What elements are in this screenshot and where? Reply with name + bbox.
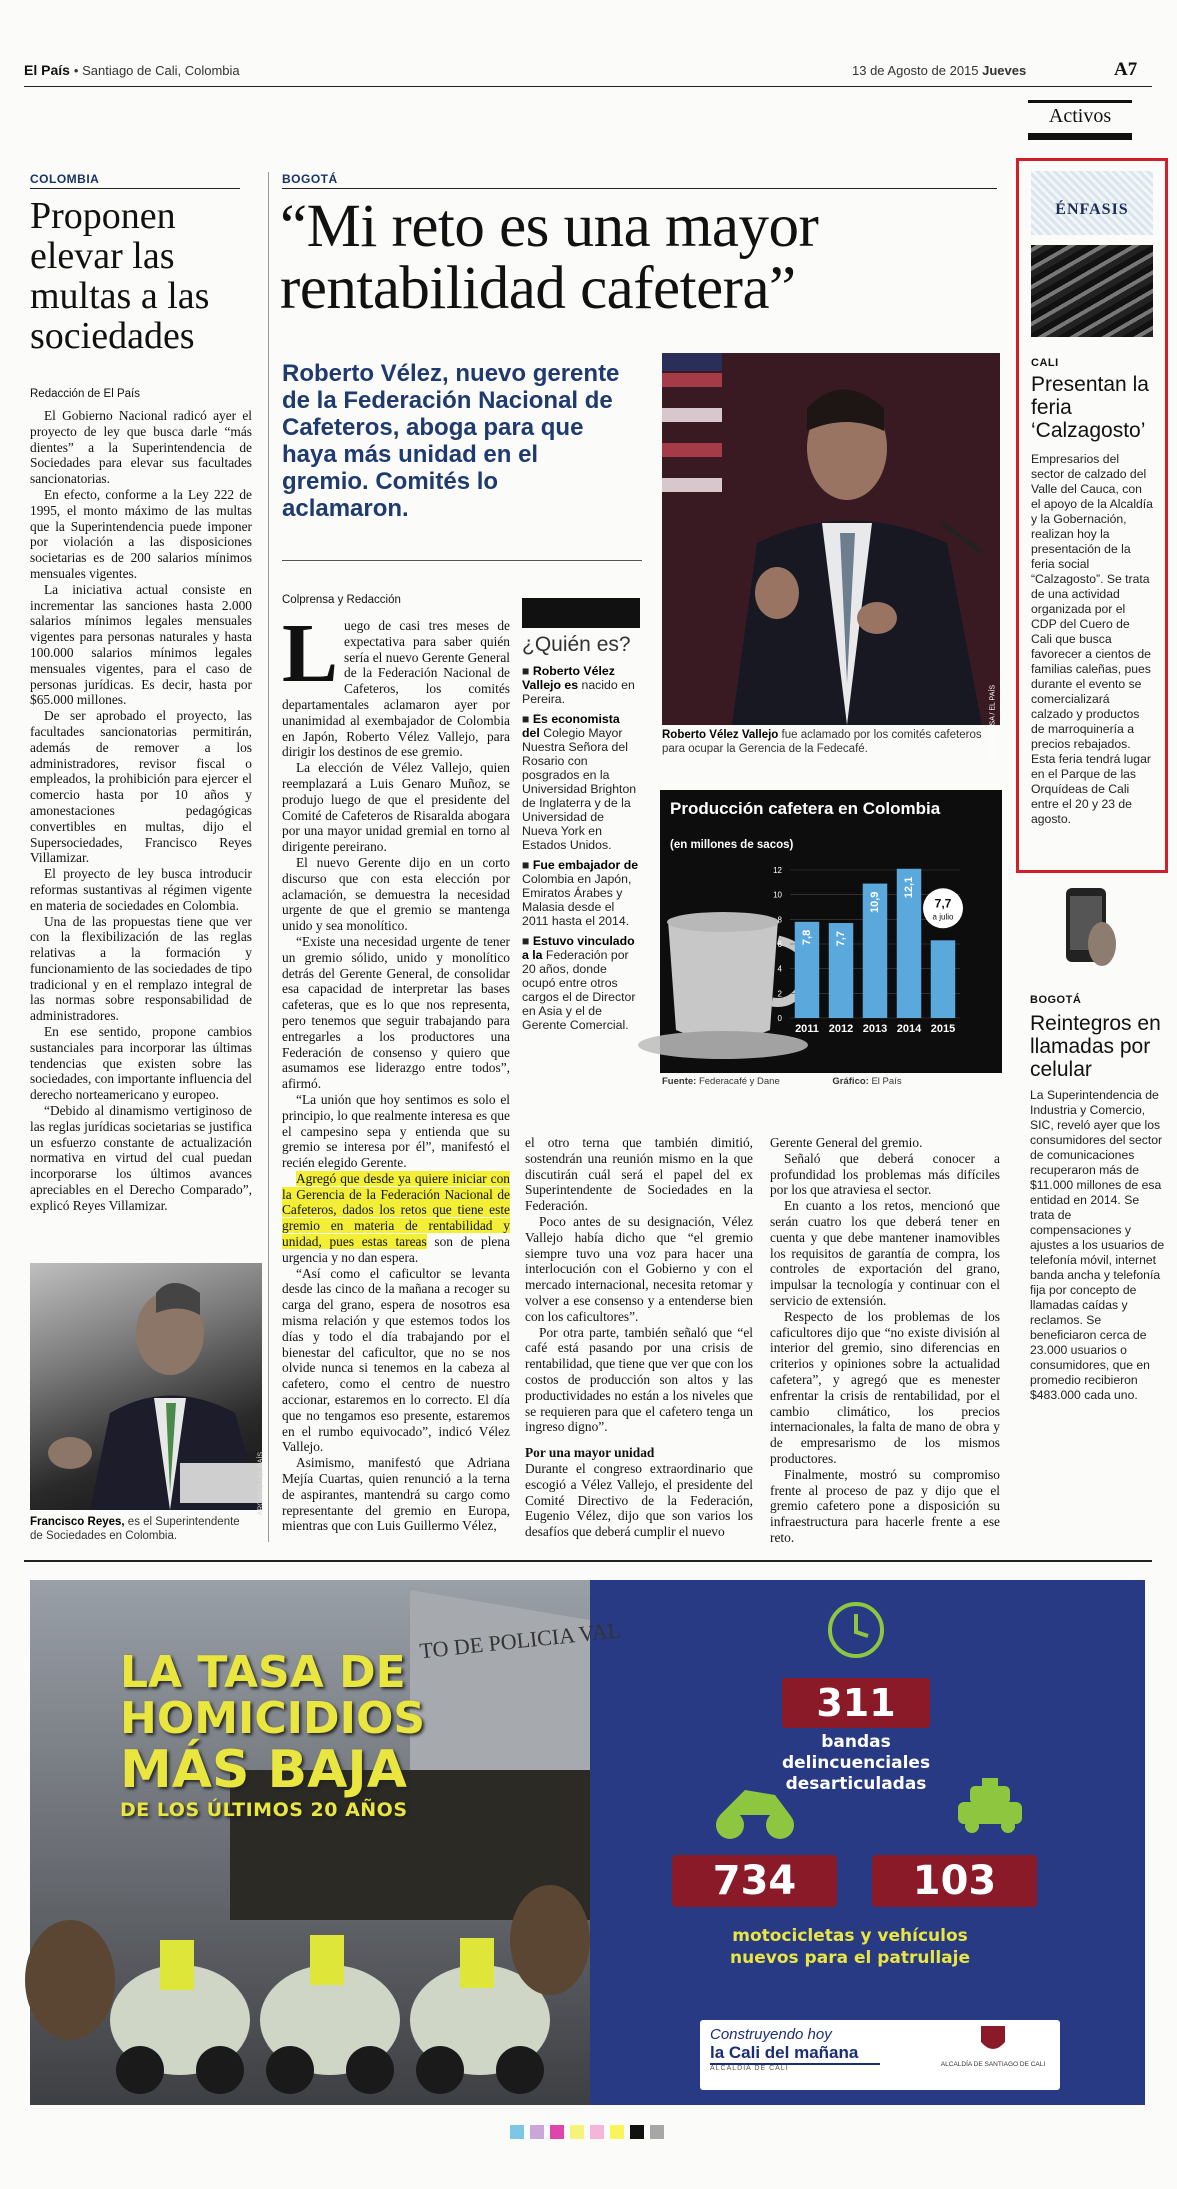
color-swatch [650,2125,664,2139]
chart-svg [660,790,1002,1073]
paper-name: El País [24,62,70,78]
left-paragraph: La iniciativa actual consiste en incrementar las sanciones hasta 2.000 salarios mínimos legales mensuales vigentes para personas naturales y hasta 100.000 salarios mínimos legales mensuales vigentes, para el caso de personas jurídicas. Es decir, hasta por $65.000 millones. [30,581,252,708]
chart-x-tick: 2011 [795,1023,819,1035]
left-paragraph: En efecto, conforme a la Ley 222 de 1995, el monto máximo de las multas que la Superintendencia puede imponer por violación a las disposiciones societarias es de 200 salarios mínimos mensuales vigentes. [30,486,252,581]
police-car-icon [958,1778,1022,1833]
ad-divider [24,1560,1152,1562]
enfasis-header [1031,171,1153,235]
seal-text: ALCALDÍA DE SANTIAGO DE CALI [940,2061,1046,2068]
main-paragraph: La elección de Vélez Vallejo, quien reemplazará a Luis Genaro Muñoz, se produjo luego de que el presidente del Comité de Cafeteros de Risaralda abogara por una mayor unidad gremial en torno al dirigente pereirano. [282,760,510,855]
side-paragraph: La Superintendencia de Industria y Comercio, SIC, reveló ayer que los consumidores del sector de comunicaciones recuperaron más de $11.000 millones de esa entidad en 2014. Se trata de compensaciones y ajustes a los usuarios de telefonía móvil, internet banda ancha y telefonía fija por concepto de llamadas caídas y reclamos. Se beneficiaron cerca de 23.000 usuarios o consumidores, que en promedio recibieron $483.000 cada uno. [1030,1088,1165,1402]
main-byline: Colprensa y Redacción [282,594,401,606]
main-paragraph: “Así como el caficultor se levanta desde las cinco de la mañana a recoger su carga del grano, espera de nosotros esa misma relación y que estemos todos los días y todo el día trabajando por el bienestar del caficultor, que no se nos olvide nunca si tenemos en la cabeza al cafetero, como el centro de nuestro accionar, estaremos en lo correcto. El día que no tengamos eso presente, estaremos en el rumbo equivocado”, indicó Vélez Vallejo. [282,1265,510,1455]
quien-es-item: ■ Es economista del Colegio Mayor Nuestra Señora del Rosario con posgrados en la Universidad Brighton de Inglaterra y de la Universidad de Nueva York en Estados Unidos. [522,712,637,852]
main-paragraph: Durante el congreso extraordinario que escogió a Vélez Vallejo, el presidente del Comité Directivo de la Federación, Eugenio Vélez, dijo que son varios los desafíos que deberá cumplir el nuevo [525,1460,753,1540]
color-swatch [550,2125,564,2139]
color-swatch [570,2125,584,2139]
subhead-rule [282,560,642,561]
quien-es-item: ■ Fue embajador de Colombia en Japón, Emiratos Árabes y Malasia desde el 2011 hasta el 2014. [522,858,639,928]
chart-callout-value: 7,7 [934,896,952,911]
location-line: • Santiago de Cali, Colombia [73,63,240,78]
stat-103: 103 [872,1855,1037,1907]
brand-line-1: Construyendo hoy [710,2026,832,2043]
main-column-3 [770,1135,1000,1546]
coffee-production-chart [660,790,1002,1073]
ad-building-text: TO DE POLICIA VAL [418,1617,623,1664]
header-divider [24,86,1152,87]
side-body [1030,1088,1165,1403]
chart-x-tick: 2014 [896,1023,922,1035]
chart-y-tick: 6 [777,940,782,949]
city-seal [938,2024,1048,2068]
stat-734: 734 [672,1855,837,1907]
main-photo-caption [662,728,1000,756]
issue-date: 13 de Agosto de 2015 [852,63,979,78]
highlighted-quote: Agregó que desde ya quiere iniciar con la Gerencia de la Federación Nacional de Cafeteros, dados los retos que tiene este gremio en materia de rentabilidad y unidad, pues estas tareas [282,1170,510,1250]
main-photo-credit: COLPRENSA / EL PAÍS [989,685,996,760]
motorcycle-icon [716,1790,794,1839]
ad-headline-line1: LA TASA DE [120,1647,406,1698]
phone-icon [1060,884,1120,972]
main-paragraph: uego de casi tres meses de expectativa para saber quién sería el nuevo Gerente General de la Federación Nacional de Cafeteros, los comités departamentales aclamaron ayer por unanimidad al exembajador de Colombia en Japón, Roberto Vélez Vallejo, para dirigir los destinos de ese gremio. [282,618,510,760]
left-article-body [30,408,252,1214]
main-paragraph: El nuevo Gerente dijo en un corto discurso que con esta elección por aclamación, se demuestra la necesidad urgente de que el gremio se mantenga unido y sea monolítico. [282,854,510,934]
chart-y-tick: 4 [777,964,782,974]
speaker-photo [662,353,1000,725]
left-headline: Proponen elevar las multas a las sociedades [30,195,210,357]
chart-plot [773,866,963,1035]
chart-y-tick: 2 [777,989,782,999]
left-section-tag: COLOMBIA [30,172,100,186]
enfasis-body [1031,452,1153,827]
main-paragraph: Respecto de los problemas de los caficultores dijo que “no existe división al interior del gremio, sino diferencias en criterios y opiniones sobre la actualidad cafetera”, y agregó que es menester enfrentar la crisis de rentabilidad, por el cambio climático, los precios internacionales, la falta de mano de obra y de empresarismo de los mismos productores. [770,1308,1000,1466]
brand-small: ALCALDÍA DE CALI [710,2065,789,2072]
quien-es-list [522,664,640,1032]
chart-data-label: 7,7 [834,931,847,947]
main-caption-name: Roberto Vélez Vallejo [662,729,779,741]
left-photo-caption [30,1515,255,1543]
main-caption-text: fue aclamado por los comités cafeteros para ocupar la Gerencia de la Fedecafé. [662,729,982,755]
chart-bar [931,940,955,1018]
portrait-silhouette [30,1263,262,1510]
drop-cap: L [282,607,339,700]
main-paragraph: el otro terna que también dimitió, sostendrán una reunión mismo en la que discutirán cuál será el papel del ex Superintendente de Sociedades en la Federación. [525,1135,753,1214]
quien-es-title: ¿Quién es? [522,633,631,656]
chart-y-tick: 12 [773,866,782,875]
main-paragraph: “La unión que hoy sentimos es solo el principio, lo que realmente interesa es que el campesino sepa y entienda que su gremio se interesa por él”, manifestó el recién elegido Gerente. [282,1091,510,1171]
main-subhead: Roberto Vélez, nuevo gerente de la Federación Nacional de Cafeteros, aboga para que haya más unidad en el gremio. Comités lo aclamaron. [282,360,620,522]
chart-data-label: 7,8 [800,929,813,946]
main-paragraph: Finalmente, mostró su compromiso frente al proceso de paz y dijo que el gremio cafetero pone a disposición su infraestructura para hacerle frente a ese reto. [770,1466,1000,1545]
highlight-tail: son de plena urgencia y no dan espera. [282,1234,510,1265]
main-paragraph: Asimismo, manifestó que Adriana Mejía Cuartas, quien renunció a la terna de aspirantes, mantendrá su cargo como representante del gremio en Europa, mientras que con Luis Guillermo Vélez, [282,1455,510,1534]
chart-x-tick: 2013 [862,1023,888,1035]
ad-headline-line4: DE LOS ÚLTIMOS 20 AÑOS [120,1799,408,1821]
main-paragraph: Gerente General del gremio. [770,1135,923,1150]
left-photo-credit: ARCHIVO / EL PAÍS [257,1452,264,1516]
left-paragraph: Una de las propuestas tiene que ver con la flexibilización de las reglas relativas a la formación y funcionamiento de las sociedades de tipo tradicional y en el remplazo integral de las normas sobre responsabilidad de administradores. [30,913,252,1024]
subsection-title: Por una mayor unidad [525,1445,655,1461]
masthead [24,59,1154,86]
main-paragraph: “Existe una necesidad urgente de tener un gremio sólido, unido y monolítico detrás del Gerente General, de consolidar esa capacidad de interpretar las bases cafeteras, que es lo que nos representa, pero tenemos que seguir trabajando para entregarles a los productores una Federación de consenso y quiero que asumamos ese liderazgo entre todos”, afirmó. [282,933,510,1092]
stat-311-label: bandas delincuenciales desarticuladas [781,1732,931,1794]
stat-311: 311 [782,1678,930,1728]
color-swatch [610,2125,624,2139]
main-paragraph: Poco antes de su designación, Vélez Vallejo había dicho que “el gremio siempre tuvo una voz para hacer una interlocución con el Gobierno y con el mercado internacional, necesita retomar y volver a ese consenso y a entenderse bien con los caficultores”. [525,1213,753,1324]
quien-es-box [522,598,640,1038]
print-color-bar [510,2125,670,2139]
stat-vehicles-label: motocicletas y vehículos nuevos para el patrullaje [730,1926,970,1968]
left-paragraph: “Debido al dinamismo vertiginoso de las reglas jurídicas societarias se justifica un esfuerzo constante de actualización normativa en virtud del cual puedan incorporarse los últimos avances apreciables en el Derecho Comparado”, explicó Reyes Villamizar. [30,1103,252,1213]
main-column-2 [525,1135,753,1540]
color-swatch [530,2125,544,2139]
phone-image [1060,884,1120,972]
shield-icon [979,2024,1007,2056]
main-headline: “Mi reto es una mayor rentabilidad cafetera” [280,193,819,322]
left-caption-text: es el Superintendente de Sociedades en Colombia. [30,1516,240,1542]
color-swatch [590,2125,604,2139]
chart-callout-label: a julio [932,912,954,922]
enfasis-paragraph: Esta feria tendrá lugar en el Parque de las Orquídeas de Cali entre el 20 y 23 de agosto. [1031,752,1151,826]
page-number: A7 [1114,59,1138,80]
chart-data-label: 10,9 [868,891,881,913]
enfasis-photo [1031,245,1153,337]
francisco-reyes-photo [30,1263,264,1516]
chart-title: Producción cafetera en Colombia [670,799,941,818]
side-headline: Reintegros en llamadas por celular [1030,1012,1161,1081]
left-caption-name: Francisco Reyes, [30,1516,125,1528]
brand-line-2: la Cali del mañana [710,2043,880,2065]
weekday: Jueves [982,63,1027,78]
chart-data-label: 12,1 [902,876,915,899]
quien-es-item: ■ Estuvo vinculado a la Federación por 20 años, donde ocupó entre otros cargos el de Director en Asia y el de Gerente Comercial. [522,934,636,1032]
main-paragraph: Por otra parte, también señaló que “el café está pasando por una crisis de rentabilidad, que tiene que ver que con los costos de producción son altos y las productividades no están a los niveles que se requieren para que el cafetero tenga un ingreso digno”. [525,1324,753,1435]
left-paragraph: El proyecto de ley busca introducir reformas sustantivas al régimen vigente en materia de sociedades en Colombia. [30,866,252,913]
main-column-1 [282,607,510,1534]
chart-subtitle: (en millones de sacos) [670,839,794,851]
color-swatch [510,2125,524,2139]
side-section-tag: BOGOTÁ [1030,994,1082,1006]
column-divider [268,172,269,1542]
ad-headline-line2: HOMICIDIOS [120,1693,426,1744]
main-section-tag: BOGOTÁ [282,172,338,186]
chart-source: Fuente: Federacafé y Dane Gráfico: El País [662,1076,902,1087]
chart-y-tick: 8 [777,915,782,925]
main-tag-rule [282,188,997,189]
coffee-cup-illustration [638,912,808,1059]
main-paragraph: Señaló que deberá conocer a profundidad los problemas más difíciles por los que atraviesa el sector. [770,1150,1000,1198]
color-swatch [630,2125,644,2139]
section-label: Activos [1028,100,1132,140]
chart-x-tick: 2015 [930,1023,956,1035]
ad-headline-line3: MÁS BAJA [120,1740,408,1800]
homicide-ad [30,1580,1145,2105]
main-paragraph: En cuanto a los retos, mencionó que serán cuatro los que deberá tener en cuenta y que debe mantener inamovibles los requisitos de garantía de compra, los controles de exportación del grano, impulsar la tecnología y continuar con el servicio de extensión. [770,1198,1000,1308]
enfasis-paragraph: Empresarios del sector de calzado del Valle del Cauca, con el apoyo de la Alcaldía y la Gobernación, realizan hoy la presentación de la feria social “Calzagosto”. Se trata de una actividad organizada por el CDP del Cuero de Cali que busca favorecer a cientos de familias caleñas, pues durante el evento se comercializará calzado y productos de marroquinería a precios rebajados. [1031,452,1153,751]
chart-y-tick: 0 [777,1014,782,1023]
chart-x-tick: 2012 [828,1023,854,1035]
chart-y-tick: 10 [773,890,782,900]
quien-es-item: ■ Roberto Vélez Vallejo es nacido en Pereira. [522,664,635,706]
enfasis-box [1016,158,1168,873]
ad-headline [120,1647,500,1822]
left-paragraph: El Gobierno Nacional radicó ayer el proyecto de ley que busca darle “más dientes” a la Superintendencia de Sociedades para elevar sus facultades sancionatorias. [30,408,252,487]
left-tag-rule [30,188,240,189]
alcaldia-brand [700,2020,1060,2090]
enfasis-tag: CALI [1031,357,1059,369]
enfasis-headline: Presentan la feria ‘Calzagosto’ [1031,373,1149,442]
quien-es-bar [522,598,640,628]
left-paragraph: De ser aprobado el proyecto, las facultades sancionatorias permitirán, además de remover a los administradores, revisor fiscal o empleados, la prohibición para ejercer el comercio hasta por 10 años y amonestaciones pedagógicas convertibles en multas, dijo el Supersociedades, Francisco Reyes Villamizar. [30,708,252,866]
left-byline: Redacción de El País [30,388,140,400]
enfasis-title: ÉNFASIS [1055,201,1129,218]
left-paragraph: En ese sentido, propone cambios sustanciales para incorporar las últimas tendencias que existen sobre las sociedades, con importante influencia del derecho norteamericano y europeo. [30,1024,252,1103]
